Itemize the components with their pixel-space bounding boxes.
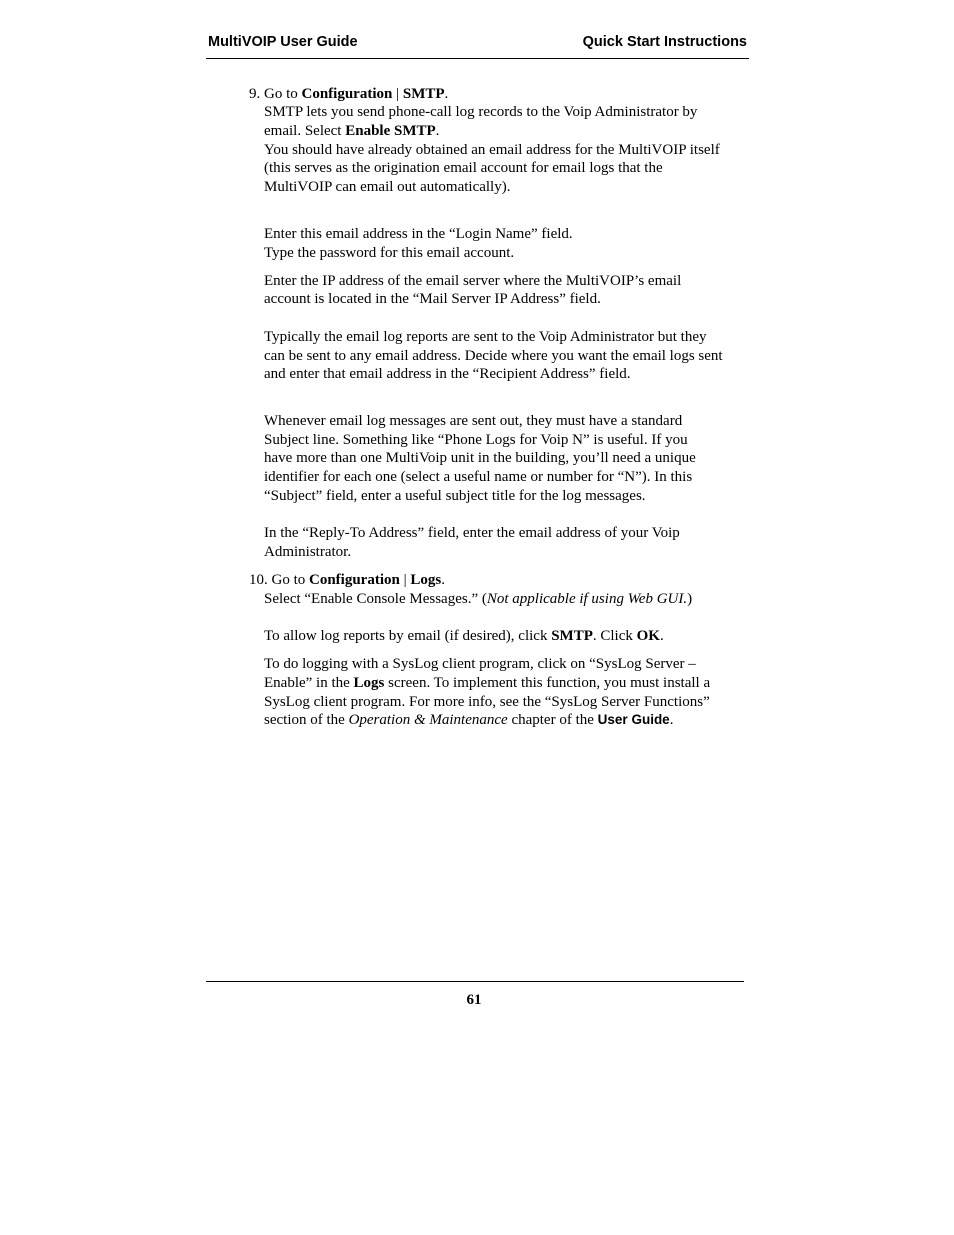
page-header — [206, 32, 748, 54]
paragraph-line: Select “Enable Console Messages.” (Not applicable if using Web GUI.) — [264, 591, 693, 607]
page-number: 61 — [466, 992, 482, 1008]
paragraph-line: Enter the IP address of the email server where the MultiVOIP’s email — [264, 273, 682, 289]
paragraph-line: account is located in the “Mail Server IP Address” field. — [264, 291, 601, 307]
paragraph-line: Whenever email log messages are sent out, they must have a standard — [264, 413, 683, 429]
step-9-heading: 9. Go to Configuration | SMTP. — [249, 86, 449, 102]
header-divider — [206, 58, 749, 59]
menu-smtp: SMTP — [402, 86, 445, 102]
paragraph-line: can be sent to any email address. Decide where you want the email logs sent — [264, 348, 723, 364]
footer-divider — [206, 981, 744, 982]
guide-title: MultiVOIP User Guide — [208, 34, 358, 50]
paragraph-line: Enter this email address in the “Login Name” field. — [264, 226, 573, 242]
paragraph-line: Type the password for this email account. — [264, 245, 515, 261]
paragraph-line: have more than one MultiVoip unit in the building, you’ll need a unique — [264, 450, 696, 466]
paragraph-line: You should have already obtained an email address for the MultiVOIP itself — [264, 142, 720, 158]
paragraph-line: In the “Reply-To Address” field, enter the email address of your Voip — [264, 525, 680, 541]
paragraph-line: identifier for each one (select a useful name or number for “N”). In this — [264, 469, 693, 485]
step-9-desc-line: SMTP lets you send phone-call log records to the Voip Administrator by — [264, 104, 698, 120]
paragraph-line: To allow log reports by email (if desired), click SMTP. Click OK. — [264, 628, 664, 644]
paragraph-line: (this serves as the origination email account for email logs that the — [264, 160, 663, 176]
step-10-heading: 10. Go to Configuration | Logs. — [249, 572, 445, 588]
paragraph-line: To do logging with a SysLog client program, click on “SysLog Server – — [264, 656, 696, 672]
menu-configuration: Configuration — [301, 86, 393, 102]
paragraph-line: Enable” in the Logs screen. To implement this function, you must install a — [264, 675, 711, 691]
paragraph-line: SysLog client program. For more info, see the “SysLog Server Functions” — [264, 694, 710, 710]
menu-logs: Logs — [410, 572, 442, 588]
paragraph-line: section of the Operation & Maintenance chapter of the User Guide. — [264, 712, 674, 728]
paragraph-line: MultiVOIP can email out automatically). — [264, 179, 511, 195]
paragraph-line: “Subject” field, enter a useful subject title for the log messages. — [264, 488, 646, 504]
paragraph-line: Subject line. Something like “Phone Logs for Voip N” is useful. If you — [264, 432, 688, 448]
menu-configuration: Configuration — [309, 572, 400, 588]
paragraph-line: Administrator. — [264, 544, 352, 560]
section-title: Quick Start Instructions — [582, 34, 747, 50]
paragraph-line: and enter that email address in the “Recipient Address” field. — [264, 366, 631, 382]
paragraph-line: Typically the email log reports are sent to the Voip Administrator but they — [264, 329, 707, 345]
step-9-desc-line: email. Select Enable SMTP. — [264, 123, 440, 139]
